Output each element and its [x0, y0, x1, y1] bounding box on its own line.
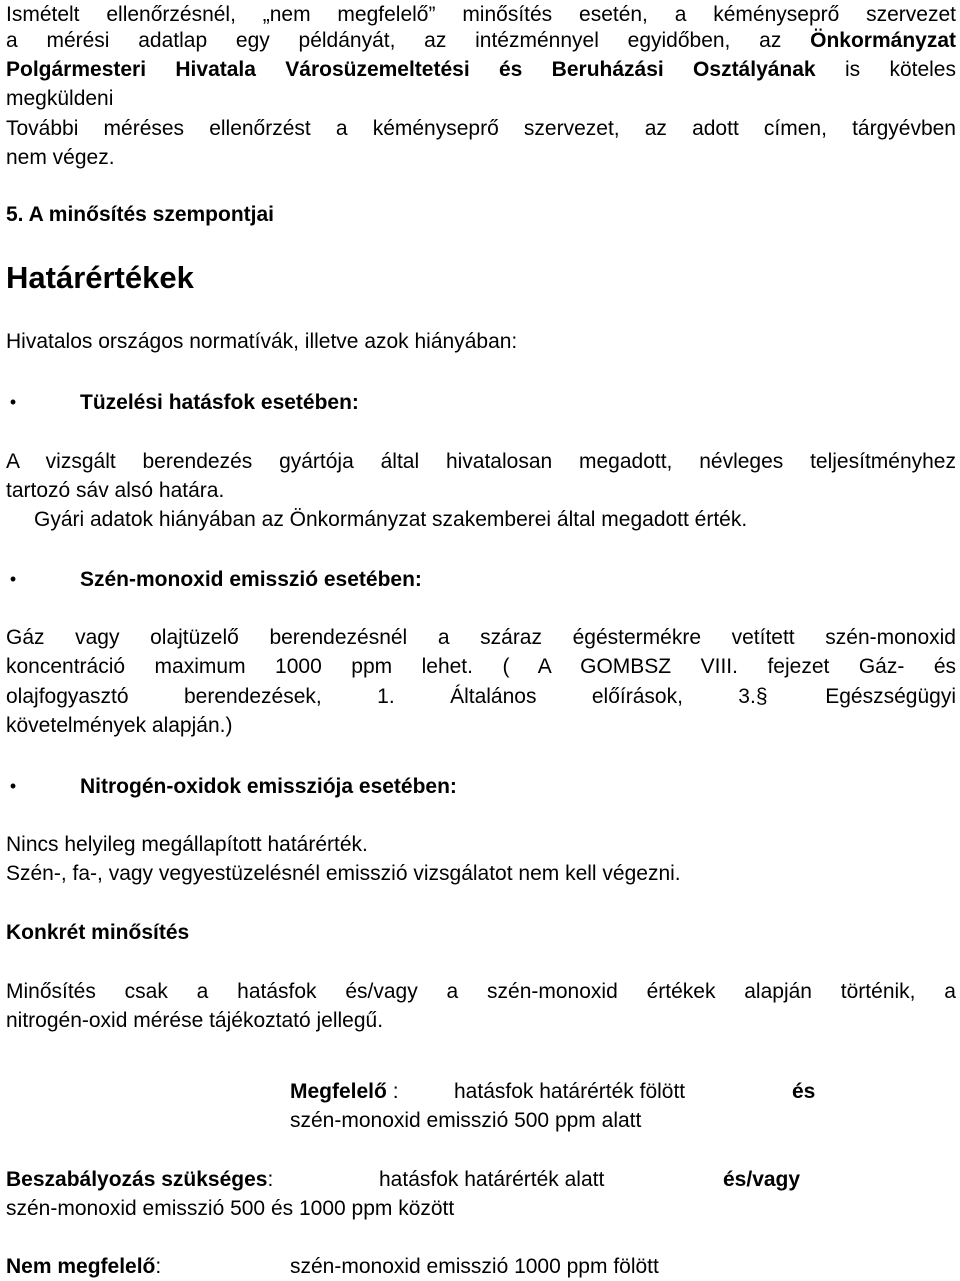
- rating-adjust-conj: és/vagy: [723, 1168, 801, 1191]
- bullet-co-title: Szén-monoxid emisszió esetében:: [80, 568, 422, 591]
- rating-fail-colon: :: [155, 1255, 162, 1278]
- intro-line-5: További méréses ellenőrzést a kéményseprő szervezet, az adott címen, tárgyévben: [6, 117, 956, 140]
- intro-line-2-bold: Önkormányzat: [810, 29, 956, 52]
- co-line-4: követelmények alapján.): [6, 714, 233, 737]
- rating-fail-label-text: Nem megfelelő: [6, 1255, 156, 1278]
- intro-line-6: nem végez.: [6, 146, 115, 169]
- intro-line-2-text: a mérési adatlap egy példányát, az intézménnyel egyidőben, az: [6, 29, 782, 52]
- rating-adjust-cond1: hatásfok határérték alatt: [379, 1168, 605, 1191]
- section-sign-icon: §: [755, 685, 768, 708]
- intro-line-4: megküldeni: [6, 87, 114, 110]
- limits-lead: Hivatalos országos normatívák, illetve azok hiányában:: [6, 330, 518, 353]
- co-line-3: [6, 682, 956, 711]
- efficiency-line-3: Gyári adatok hiányában az Önkormányzat szakemberei által megadott érték.: [34, 508, 748, 531]
- efficiency-line-1: A vizsgált berendezés gyártója által hivatalosan megadott, névleges teljesítményhez: [6, 450, 956, 473]
- intro-line-2: [6, 26, 956, 55]
- section-title: 5. A minősítés szempontjai: [6, 203, 275, 226]
- concrete-line-2: nitrogén-oxid mérése tájékoztató jellegű.: [6, 1009, 384, 1032]
- rating-adjust-colon: :: [267, 1168, 274, 1191]
- rating-fail-label: [6, 1252, 161, 1281]
- rating-adjust-label: [6, 1165, 273, 1194]
- concrete-heading: Konkrét minősítés: [6, 921, 190, 944]
- limits-heading: Határértékek: [6, 260, 194, 295]
- intro-line-3-text: is köteles: [844, 58, 956, 81]
- rating-ok-label: [290, 1077, 399, 1106]
- nox-line-1: Nincs helyileg megállapított határérték.: [6, 833, 368, 856]
- co-line-3-text: olajfogyasztó berendezések, 1. Általános előírások, 3.: [6, 685, 756, 708]
- rating-adjust-label-text: Beszabályozás szükséges: [6, 1168, 268, 1191]
- co-line-1: Gáz vagy olajtüzelő berendezésnél a száraz égéstermékre vetített szén-monoxid: [6, 626, 956, 649]
- rating-adjust-cond2: szén-monoxid emisszió 500 és 1000 ppm között: [6, 1197, 455, 1220]
- co-line-2: koncentráció maximum 1000 ppm lehet. ( A GOMBSZ VIII. fejezet Gáz- és: [6, 655, 956, 678]
- bullet-efficiency-title: Tüzelési hatásfok esetében:: [80, 391, 359, 414]
- bullet-nox-title: Nitrogén-oxidok emissziója esetében:: [80, 775, 457, 798]
- rating-fail-cond1: szén-monoxid emisszió 1000 ppm fölött: [290, 1255, 659, 1278]
- rating-ok-cond2: szén-monoxid emisszió 500 ppm alatt: [290, 1109, 642, 1132]
- rating-ok-conj: és: [792, 1080, 816, 1103]
- co-line-3-end: Egészségügyi: [825, 685, 956, 708]
- bullet-dot: •: [9, 392, 17, 412]
- rating-ok-colon: :: [386, 1080, 399, 1103]
- efficiency-line-2: tartozó sáv alsó határa.: [6, 479, 225, 502]
- nox-line-2: Szén-, fa-, vagy vegyestüzelésnél emisszió vizsgálatot nem kell végezni.: [6, 862, 681, 885]
- bullet-dot: •: [9, 776, 17, 796]
- bullet-dot: •: [9, 569, 17, 589]
- rating-ok-cond1: hatásfok határérték fölött: [454, 1080, 686, 1103]
- intro-line-3-bold: Polgármesteri Hivatala Városüzemeltetési és Beruházási Osztályának: [6, 58, 816, 81]
- concrete-line-1: Minősítés csak a hatásfok és/vagy a szén-monoxid értékek alapján történik, a: [6, 980, 956, 1003]
- rating-ok-label-text: Megfelelő: [290, 1080, 387, 1103]
- intro-line-1: Ismételt ellenőrzésnél, „nem megfelelő” minősítés esetén, a kéményseprő szervezet: [6, 3, 956, 26]
- intro-line-3: [6, 55, 956, 84]
